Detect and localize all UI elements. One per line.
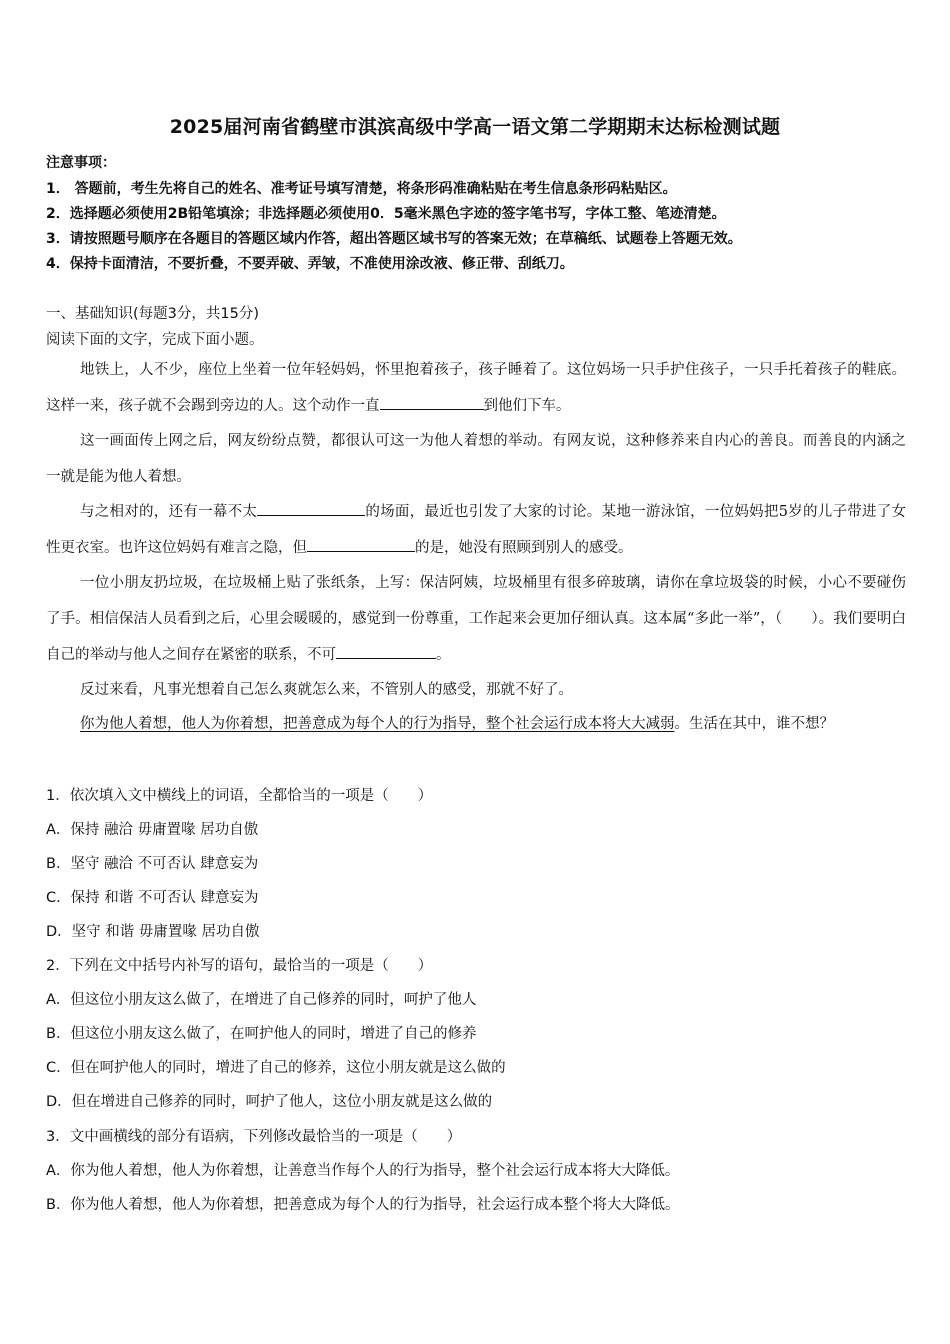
question-stem: 1．依次填入文中横线上的词语，全都恰当的一项是（ ） [46, 788, 433, 804]
passage-paragraph [46, 706, 906, 742]
notice-item: 2．选择题必须使用2B铅笔填涂；非选择题必须使用0．5毫米黑色字迹的签字笔书写，字体工整、笔迹清楚。 [46, 206, 726, 222]
underlined-sentence: 你为他人着想，他人为你着想，把善意成为每个人的行为指导，整个社会运行成本将大大减弱 [80, 716, 675, 732]
passage-text: 到他们下车。 [483, 398, 571, 414]
question-option: C．但在呵护他人的同时，增进了自己的修养，这位小朋友就是这么做的 [46, 1060, 506, 1076]
fill-blank [257, 501, 365, 516]
passage-text: 地铁上，人不少，座位上坐着一位年轻妈妈，怀里抱着孩子，孩子睡着了。这位妈场一只手护住孩子，一只手托着孩子的鞋底。这样一来，孩子就不会踢到旁边的人。这个动作一直 [46, 362, 906, 414]
question-option: B．你为他人着想，他人为你着想，把善意成为每个人的行为指导，社会运行成本整个将大大降低。 [46, 1197, 680, 1213]
passage-text: 的场面，最近也引发了大家的讨论。某地一游泳馆，一位妈妈把5岁的儿子带进了女性更衣室。也许这位妈妈有难言之隐，但 [46, 504, 907, 556]
section-intro: 阅读下面的文字，完成下面小题。 [46, 332, 264, 348]
question-option: A．保持 融洽 毋庸置喙 居功自傲 [46, 822, 259, 838]
fill-blank [336, 644, 436, 659]
question-stem: 2．下列在文中括号内补写的语句，最恰当的一项是（ ） [46, 958, 433, 974]
question-option: A．你为他人着想，他人为你着想，让善意当作每个人的行为指导，整个社会运行成本将大大降低。 [46, 1163, 680, 1179]
fill-blank [380, 395, 484, 410]
question-option: D．坚守 和谐 毋庸置喙 居功自傲 [46, 924, 260, 940]
question-stem: 3．文中画横线的部分有语病，下列修改最恰当的一项是（ ） [46, 1129, 462, 1145]
question-option: B．但这位小朋友这么做了，在呵护他人的同时，增进了自己的修养 [46, 1026, 477, 1042]
passage-text: 。生活在其中，谁不想？ [674, 716, 834, 732]
passage-paragraph: 这一画面传上网之后，网友纷纷点赞，都很认可这一为他人着想的举动。有网友说，这种修养来自内心的善良。而善良的内涵之一就是能为他人着想。 [46, 433, 906, 485]
passage-paragraph [46, 565, 906, 673]
notice-item: 1． 答题前，考生先将自己的姓名、准考证号填写清楚，将条形码准确粘贴在考生信息条形码粘贴区。 [46, 181, 677, 197]
question-option: D．但在增进自己修养的同时，呵护了他人，这位小朋友就是这么做的 [46, 1094, 493, 1110]
passage-text: 一位小朋友扔垃圾，在垃圾桶上贴了张纸条，上写：保洁阿姨，垃圾桶里有很多碎玻璃，请你在拿垃圾袋的时候，小心不要碰伤了手。相信保洁人员看到之后，心里会暖暖的，感觉到一份尊重，工作起来会更加仔细认真。这本属“多此一举”，（ ）。我们要明白自己的举动与他人之间存在紧密的联系，不可 [46, 575, 906, 663]
page-title: 2025届河南省鹤壁市淇滨高级中学高一语文第二学期期末达标检测试题 [169, 116, 781, 138]
section-heading: 一、基础知识(每题3分，共15分) [46, 306, 259, 322]
question-option: B．坚守 融洽 不可否认 肆意妄为 [46, 856, 259, 872]
notice-heading: 注意事项： [46, 155, 116, 171]
question-option: A．但这位小朋友这么做了，在增进了自己修养的同时，呵护了他人 [46, 992, 477, 1008]
passage-paragraph [46, 352, 906, 424]
passage-text: 与之相对的，还有一幕不太 [80, 504, 258, 520]
passage-paragraph [46, 494, 906, 566]
notice-item: 3．请按照题号顺序在各题目的答题区域内作答，超出答题区域书写的答案无效；在草稿纸、试题卷上答题无效。 [46, 231, 742, 247]
passage-text: 的是，她没有照顾到别人的感受。 [415, 540, 633, 556]
passage-paragraph: 反过来看，凡事光想着自己怎么爽就怎么来，不管别人的感受，那就不好了。 [80, 682, 573, 698]
question-option: C．保持 和谐 不可否认 肆意妄为 [46, 890, 259, 906]
passage-text: 。 [436, 647, 451, 663]
notice-item: 4．保持卡面清洁，不要折叠，不要弄破、弄皱，不准使用涂改液、修正带、刮纸刀。 [46, 256, 574, 272]
fill-blank [307, 537, 415, 552]
